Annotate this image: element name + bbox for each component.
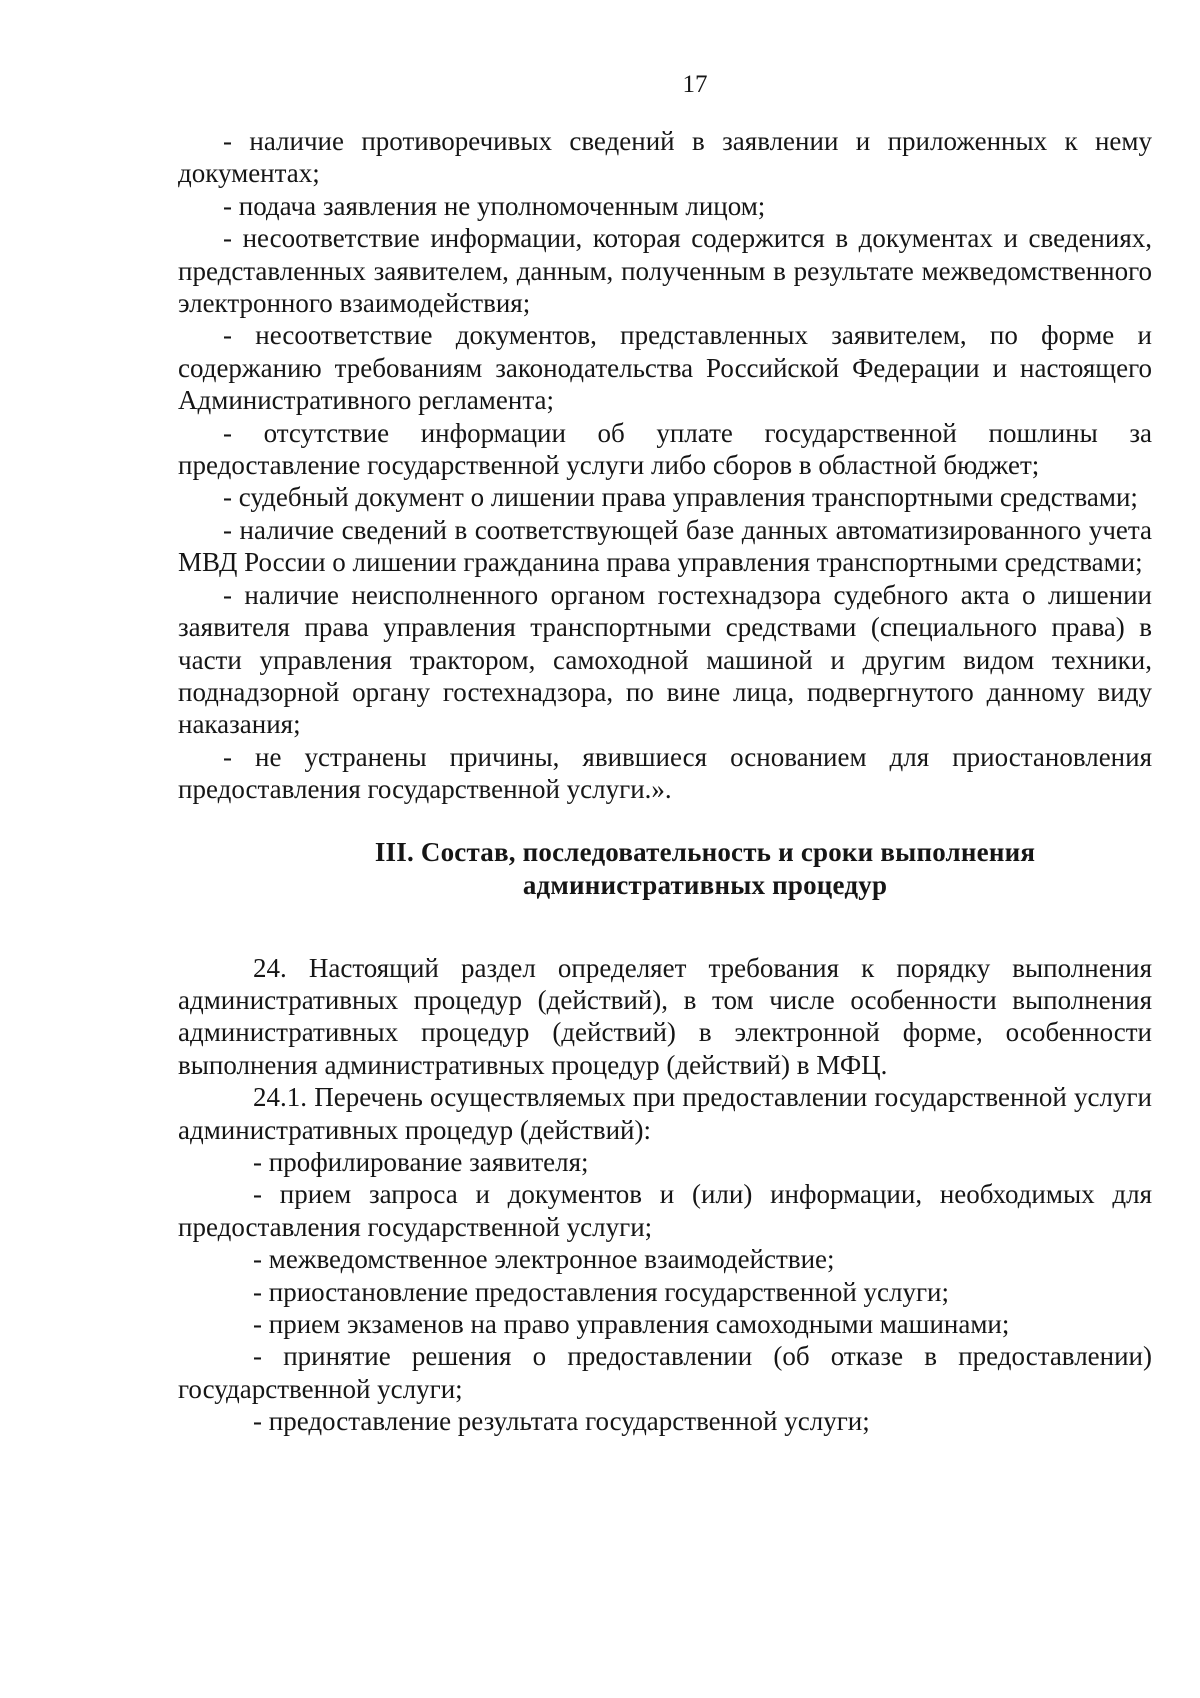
list-item: - межведомственное электронное взаимодействие; (253, 1244, 835, 1275)
list-item: - судебный документ о лишении права управления транспортными средствами; (223, 482, 1138, 513)
list-item: - отсутствие информации об уплате государственной пошлины за предоставление государственной услуги либо сборов в областной бюджет; (178, 417, 1152, 481)
list-item: - предоставление результата государственной услуги; (253, 1406, 870, 1437)
list-item: - профилирование заявителя; (253, 1146, 589, 1177)
list-item: - наличие сведений в соответствующей базе данных автоматизированного учета МВД России о лишении гражданина права управления транспортными средствами; (178, 514, 1152, 578)
list-item: - подача заявления не уполномоченным лицом; (223, 190, 766, 221)
list-item: - прием экзаменов на право управления самоходными машинами; (253, 1309, 1010, 1339)
document-body (178, 125, 1152, 1438)
paragraph-24-1: 24.1. Перечень осуществляемых при предоставлении государственной услуги административных процедур (действий): (178, 1082, 1152, 1145)
list-item: - принятие решения о предоставлении (об отказе в предоставлении) государственной услуги; (178, 1341, 1152, 1404)
page-number: 17 (682, 71, 708, 98)
paragraph-24: 24. Настоящий раздел определяет требования к порядку выполнения административных процедур (действий), в том числе особенности выполнения административных процедур (действий) в электронной форме, особенности выполнения административных процедур (действий) в МФЦ. (178, 952, 1152, 1080)
heading-spacer (178, 902, 1152, 952)
list-item: - несоответствие информации, которая содержится в документах и сведениях, представленных заявителем, данным, полученным в результате межведомственного электронного взаимодействия; (178, 223, 1152, 319)
list-item: - наличие неисполненного органом гостехнадзора судебного акта о лишении заявителя права управления транспортными средствами (специального права) в части управления трактором, самоходной машиной и другим видом техники, поднадзорной органу гостехнадзора, по вине лица, подвергнутого данному виду наказания; (178, 579, 1152, 740)
list-item: - несоответствие документов, представленных заявителем, по форме и содержанию требованиям законодательства Российской Федерации и настоящего Административного регламента; (178, 320, 1152, 416)
section-heading (178, 836, 1152, 902)
section-heading-line-1: III. Состав, последовательность и сроки выполнения (374, 836, 1036, 867)
section-heading-line-2: административных процедур (522, 869, 888, 900)
list-item: - приостановление предоставления государственной услуги; (253, 1276, 950, 1307)
list-item: - прием запроса и документов и (или) информации, необходимых для предоставления государственной услуги; (178, 1179, 1152, 1242)
list-item: - не устранены причины, явившиеся основанием для приостановления предоставления государственной услуги.». (178, 741, 1152, 805)
list-item: - наличие противоречивых сведений в заявлении и приложенных к нему документах; (178, 126, 1152, 189)
